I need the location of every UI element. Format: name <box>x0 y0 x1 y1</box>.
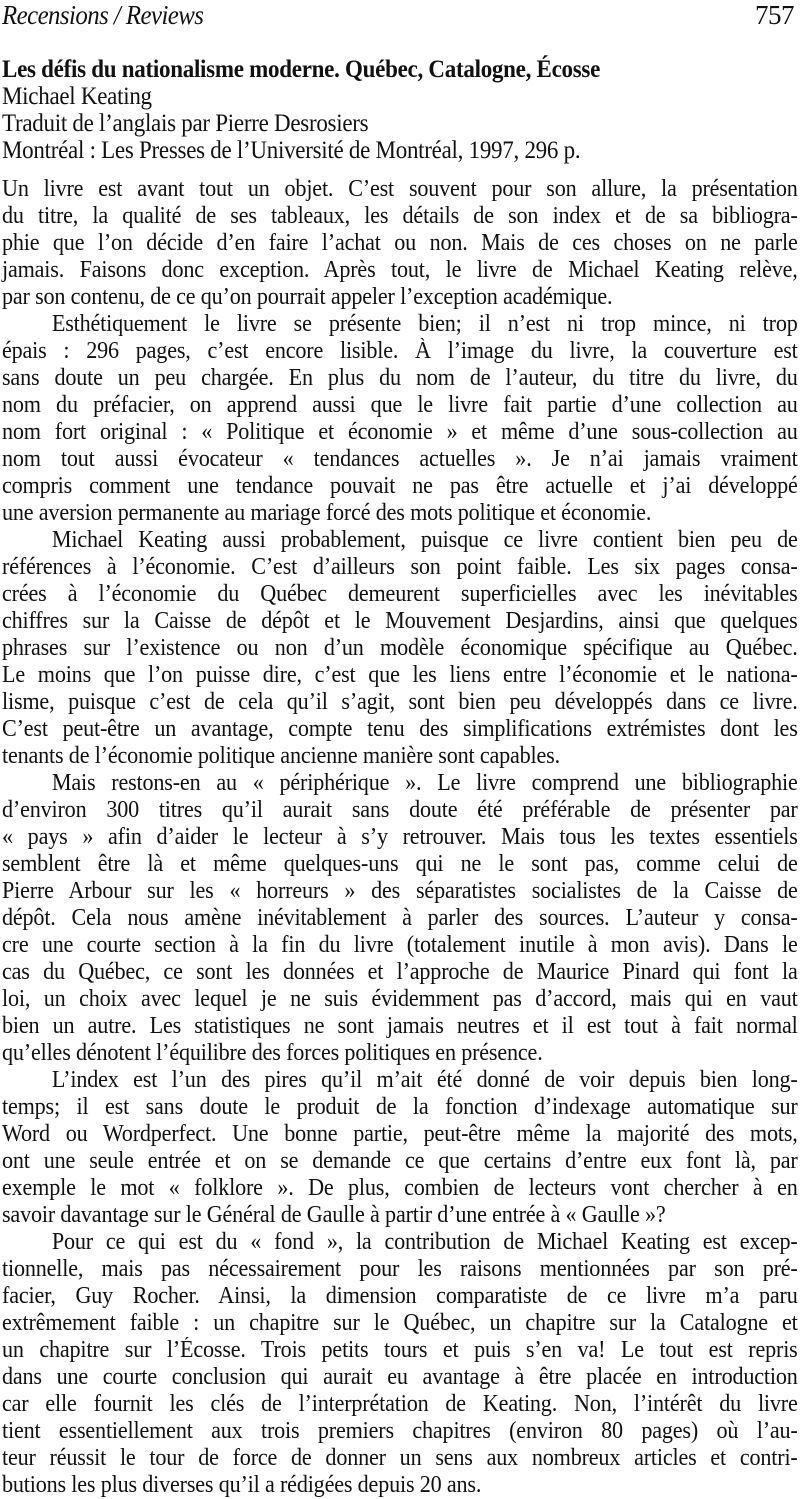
text-line: cas du Québec, ce sont les données et l’approche de Maurice Pinard qui font la <box>2 959 798 985</box>
book-publication: Montréal : Les Presses de l’Université de Montréal, 1997, 296 p. <box>2 137 581 164</box>
page-header <box>2 0 794 36</box>
text-line: exemple le mot « folklore ». De plus, combien de lecteurs vont chercher à en <box>2 1175 798 1201</box>
text-line: compris comment une tendance pouvait ne pas être actuelle et j’ai développé <box>2 473 798 499</box>
text-line: références à l’économie. C’est d’ailleurs son point faible. Les six pages consa- <box>2 554 798 580</box>
text-line: tient essentiellement aux trois premiers chapitres (environ 80 pages) où l’au- <box>2 1418 798 1444</box>
text-line: lisme, puisque c’est de cela qu’il s’agit, sont bien peu développés dans ce livre. <box>2 689 798 715</box>
text-line: Mais restons-en au « périphérique ». Le livre comprend une bibliographie <box>51 770 798 796</box>
text-line: dans une courte conclusion qui aurait eu avantage à être placée en introduction <box>2 1364 798 1390</box>
text-line: crées à l’économie du Québec demeurent superficielles avec les inévitables <box>2 581 798 607</box>
text-line: extrêmement faible : un chapitre sur le Québec, un chapitre sur la Catalogne et <box>2 1310 798 1336</box>
page-number: 757 <box>755 0 794 30</box>
text-line: loi, un choix avec lequel je ne suis évidemment pas d’accord, mais qui en vaut <box>2 986 798 1012</box>
book-title: Les défis du nationalisme moderne. Québec, Catalogne, Écosse <box>2 56 601 83</box>
text-line: teur réussit le tour de force de donner un sens aux nombreux articles et contri- <box>2 1445 798 1471</box>
text-line: par son contenu, de ce qu’on pourrait appeler l’exception académique. <box>2 284 613 310</box>
text-line: dépôt. Cela nous amène inévitablement à parler des sources. L’auteur y consa- <box>2 905 798 931</box>
text-line: un chapitre sur l’Écosse. Trois petits tours et puis s’en va! Le tout est repris <box>2 1337 798 1363</box>
text-line: Michael Keating aussi probablement, puisque ce livre contient bien peu de <box>51 527 798 553</box>
text-line: car elle fournit les clés de l’interprétation de Keating. Non, l’intérêt du livre <box>2 1391 798 1417</box>
text-line: Pour ce qui est du « fond », la contribution de Michael Keating est excep- <box>51 1229 798 1255</box>
review-body <box>2 176 798 1499</box>
text-line: d’environ 300 titres qu’il aurait sans doute été préférable de présenter par <box>2 797 798 823</box>
text-line: « pays » afin d’aider le lecteur à s’y retrouver. Mais tous les textes essentiels <box>2 824 798 850</box>
text-line: semblent être là et même quelques-uns qui ne le sont pas, comme celui de <box>2 851 798 877</box>
text-line: Un livre est avant tout un objet. C’est souvent pour son allure, la présentation <box>2 176 798 202</box>
text-line: épais : 296 pages, c’est encore lisible. À l’image du livre, la couverture est <box>2 338 798 364</box>
book-translator: Traduit de l’anglais par Pierre Desrosiers <box>2 110 369 137</box>
text-line: ont une seule entrée et on se demande ce que certains d’entre eux font là, par <box>2 1148 798 1174</box>
text-line: Pierre Arbour sur les « horreurs » des séparatistes socialistes de la Caisse de <box>2 878 798 904</box>
text-line: nom tout aussi évocateur « tendances actuelles ». Je n’ai jamais vraiment <box>2 446 798 472</box>
text-line: nom fort original : « Politique et économie » et même d’une sous-collection au <box>2 419 798 445</box>
text-line: Word ou Wordperfect. Une bonne partie, peut-être même la majorité des mots, <box>2 1121 798 1147</box>
text-line: facier, Guy Rocher. Ainsi, la dimension comparatiste de ce livre m’a paru <box>2 1283 798 1309</box>
text-line: Le moins que l’on puisse dire, c’est que les liens entre l’économie et le nationa- <box>2 662 798 688</box>
text-line: C’est peut-être un avantage, compte tenu des simplifications extrémistes dont les <box>2 716 798 742</box>
text-line: sans doute un peu chargée. En plus du nom de l’auteur, du titre du livre, du <box>2 365 798 391</box>
text-line: qu’elles dénotent l’équilibre des forces politiques en présence. <box>2 1040 543 1066</box>
text-line: nom du préfacier, on apprend aussi que le livre fait partie d’une collection au <box>2 392 798 418</box>
text-line: butions les plus diverses qu’il a rédigées depuis 20 ans. <box>2 1472 482 1498</box>
text-line: L’index est l’un des pires qu’il m’ait été donné de voir depuis bien long- <box>51 1067 798 1093</box>
text-line: Esthétiquement le livre se présente bien; il n’est ni trop mince, ni trop <box>51 311 798 337</box>
text-line: savoir davantage sur le Général de Gaulle à partir d’une entrée à « Gaulle »? <box>2 1202 666 1228</box>
text-line: une aversion permanente au mariage forcé des mots politique et économie. <box>2 500 652 526</box>
text-line: chiffres sur la Caisse de dépôt et le Mouvement Desjardins, ainsi que quelques <box>2 608 798 634</box>
book-author: Michael Keating <box>2 83 152 110</box>
text-line: temps; il est sans doute le produit de la fonction d’indexage automatique sur <box>2 1094 798 1120</box>
running-head: Recensions / Reviews <box>2 0 204 30</box>
text-line: phrases sur l’existence ou non d’un modèle économique spécifique au Québec. <box>2 635 798 661</box>
bibliographic-entry <box>2 56 798 164</box>
text-line: bien un autre. Les statistiques ne sont jamais neutres et il est tout à fait normal <box>2 1013 798 1039</box>
text-line: cre une courte section à la fin du livre (totalement inutile à mon avis). Dans le <box>2 932 798 958</box>
text-line: du titre, la qualité de ses tableaux, les détails de son index et de sa bibliogra- <box>2 203 798 229</box>
text-line: jamais. Faisons donc exception. Après tout, le livre de Michael Keating relève, <box>2 257 798 283</box>
text-line: tionnelle, mais pas nécessairement pour les raisons mentionnées par son pré- <box>2 1256 798 1282</box>
text-line: tenants de l’économie politique ancienne manière sont capables. <box>2 743 560 769</box>
text-line: phie que l’on décide d’en faire l’achat ou non. Mais de ces choses on ne parle <box>2 230 798 256</box>
